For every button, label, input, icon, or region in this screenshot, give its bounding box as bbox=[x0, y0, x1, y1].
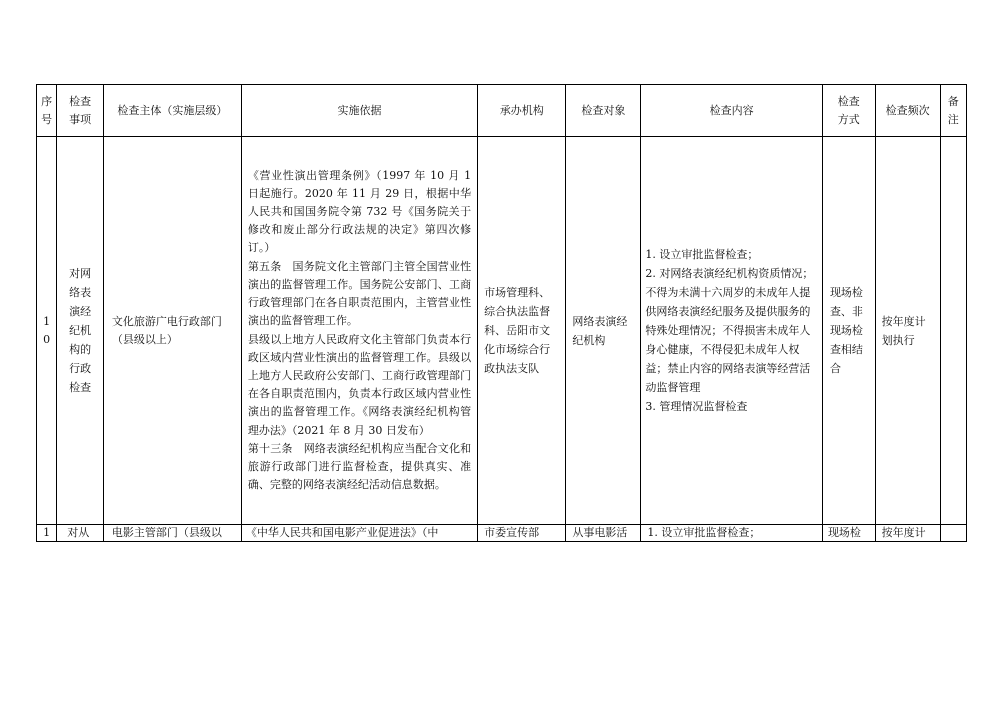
header-content: 检查内容 bbox=[641, 85, 823, 137]
row-no: 10 bbox=[37, 137, 57, 525]
content-item: 3. 管理情况监督检查 bbox=[645, 400, 748, 413]
header-no: 序号 bbox=[37, 85, 57, 137]
header-subject: 检查主体（实施层级） bbox=[103, 85, 241, 137]
header-remark: 备注 bbox=[940, 85, 966, 137]
table-row bbox=[37, 525, 967, 542]
row-basis bbox=[241, 137, 477, 525]
row-subject: 电影主管部门（县级以 bbox=[103, 525, 241, 542]
table-header-row bbox=[37, 85, 967, 137]
header-agency: 承办机构 bbox=[478, 85, 566, 137]
row-item: 对网络表演经纪机构的行政检查 bbox=[57, 137, 104, 525]
row-agency: 市委宣传部 bbox=[478, 525, 566, 542]
row-subject: 文化旅游广电行政部门（县级以上） bbox=[103, 137, 241, 525]
row-no: 1 bbox=[37, 525, 57, 542]
content-item: 2. 对网络表演经纪机构资质情况；不得为未满十六周岁的未成年人提供网络表演经纪服务及提供服务的特殊处理情况；不得损害未成年人身心健康，不得侵犯未成年人权益；禁止内容的网络表演等经营活动监督管理 bbox=[645, 267, 814, 394]
row-method: 现场检查、非现场检查相结合 bbox=[822, 137, 875, 525]
row-remark bbox=[940, 137, 966, 525]
row-object: 从事电影活 bbox=[566, 525, 641, 542]
basis-paragraph: 第十三条 网络表演经纪机构应当配合文化和旅游行政部门进行监督检查，提供真实、准确、完整的网络表演经纪活动信息数据。 bbox=[247, 441, 472, 492]
header-basis: 实施依据 bbox=[241, 85, 477, 137]
header-method: 检查方式 bbox=[822, 85, 875, 137]
row-agency: 市场管理科、综合执法监督科、岳阳市文化市场综合行政执法支队 bbox=[478, 137, 566, 525]
row-frequency: 按年度计 bbox=[875, 525, 940, 542]
header-frequency: 检查频次 bbox=[875, 85, 940, 137]
basis-paragraph: 第五条 国务院文化主管部门主管全国营业性演出的监督管理工作。国务院公安部门、工商行政管理部门在各自职责范围内，主管营业性演出的监督管理工作。 bbox=[247, 259, 472, 328]
row-item: 对从 bbox=[57, 525, 104, 542]
row-basis: 《中华人民共和国电影产业促进法》（中 bbox=[241, 525, 477, 542]
header-object: 检查对象 bbox=[566, 85, 641, 137]
basis-paragraph: 县级以上地方人民政府文化主管部门负责本行政区域内营业性演出的监督管理工作。县级以上地方人民政府公安部门、工商行政管理部门在各自职责范围内，负责本行政区域内营业性演出的监督管理工作。《网络表演经纪机构管理办法》（2021 年 8 月 30 日发布） bbox=[247, 332, 472, 437]
header-item: 检查事项 bbox=[57, 85, 104, 137]
row-frequency: 按年度计划执行 bbox=[875, 137, 940, 525]
row-method: 现场检 bbox=[822, 525, 875, 542]
table-row bbox=[37, 137, 967, 525]
inspection-table bbox=[36, 84, 967, 542]
row-content: 1. 设立审批监督检查； bbox=[641, 525, 823, 542]
basis-paragraph: 《营业性演出管理条例》（1997 年 10 月 1 日起施行。2020 年 11 月 29 日，根据中华人民共和国国务院令第 732 号《国务院关于修改和废止部分行政法规的决定》第四次修订。） bbox=[247, 168, 472, 255]
row-object: 网络表演经纪机构 bbox=[566, 137, 641, 525]
row-remark bbox=[940, 525, 966, 542]
row-content bbox=[641, 137, 823, 525]
content-item: 1. 设立审批监督检查； bbox=[645, 248, 759, 261]
